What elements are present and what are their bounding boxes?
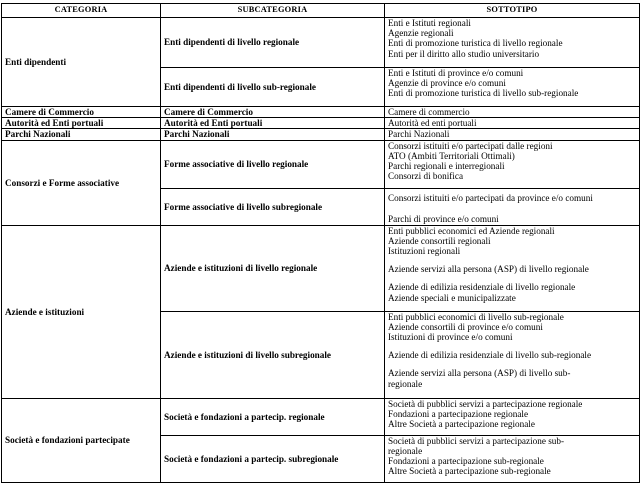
categoria-cell: Camere di Commercio (2, 107, 161, 118)
header-categoria: CATEGORIA (2, 4, 161, 18)
sottotipo-item: Consorzi istituiti e/o partecipati dalle regioni (388, 140, 553, 151)
sottotipo-item: ATO (Ambiti Territoriali Ottimali) (388, 150, 515, 161)
sottotipo-item: Società di pubblici servizi a partecipazione regionale (388, 398, 583, 409)
sottotipo-item: regionale (388, 445, 423, 456)
subcategoria-cell: Aziende e istituzioni di livello subregionale (161, 311, 385, 398)
sottotipo-cell (385, 435, 640, 482)
sottotipo-item: Aziende di edilizia residenziale di livello sub-regionale (388, 350, 592, 361)
sottotipo-cell (385, 140, 640, 188)
table-row (2, 398, 640, 435)
sottotipo-item: Istituzioni regionali (388, 246, 461, 257)
categoria-cell: Società e fondazioni partecipate (2, 398, 161, 482)
sottotipo-cell (385, 311, 640, 398)
sottotipo-item: Aziende consortili di province e/o comuni (388, 321, 543, 332)
subcategoria-cell: Enti dipendenti di livello regionale (161, 18, 385, 68)
table-row (2, 140, 640, 188)
sottotipo-item: Altre Società a partecipazione regionale (388, 419, 535, 430)
sottotipo-item: Fondazioni a partecipazione sub-regionale (388, 456, 544, 467)
sottotipo-item: Enti di promozione turistica di livello sub-regionale (388, 88, 579, 99)
sottotipo-item: Altre Società a partecipazione sub-regionale (388, 466, 551, 477)
table-row (2, 129, 640, 140)
sottotipo-cell: Parchi Nazionali (385, 129, 640, 140)
sottotipo-cell (385, 188, 640, 225)
table-row (2, 225, 640, 311)
header-row (2, 4, 640, 18)
table-row (2, 118, 640, 129)
sottotipo-item: Aziende servizi alla persona (ASP) di livello regionale (388, 264, 589, 275)
sottotipo-item: Società di pubblici servizi a partecipazione sub- (388, 435, 565, 446)
subcategoria-cell: Forme associative di livello subregionale (161, 188, 385, 225)
subcategoria-cell: Società e fondazioni a partecip. subregionale (161, 435, 385, 482)
sottotipo-cell: Camere di commercio (385, 107, 640, 118)
sottotipo-item: Parchi regionali e interregionali (388, 161, 505, 172)
header-sottotipo: SOTTOTIPO (385, 4, 640, 18)
sottotipo-cell (385, 68, 640, 107)
sottotipo-item: Agenzie di province e/o comuni (388, 78, 506, 89)
categoria-cell: Consorzi e Forme associative (2, 140, 161, 225)
sottotipo-item: Aziende servizi alla persona (ASP) di livello sub- (388, 368, 571, 379)
sottotipo-item: Enti e Istituti regionali (388, 18, 471, 28)
categoria-cell: Parchi Nazionali (2, 129, 161, 140)
table-row (2, 18, 640, 68)
subcategoria-cell: Autorità ed Enti portuali (161, 118, 385, 129)
sottotipo-item: Enti pubblici economici di livello sub-regionale (388, 311, 564, 322)
subcategoria-cell: Parchi Nazionali (161, 129, 385, 140)
sottotipo-item: Aziende consortili regionali (388, 235, 491, 246)
sottotipo-item: Enti pubblici economici ed Aziende regionali (388, 225, 555, 236)
sottotipo-cell: Autorità ed enti portuali (385, 118, 640, 129)
subcategoria-cell: Società e fondazioni a partecip. regionale (161, 398, 385, 435)
sottotipo-item: Enti per il diritto allo studio universitario (388, 48, 540, 59)
sottotipo-cell (385, 398, 640, 435)
sottotipo-item: Aziende di edilizia residenziale di livello regionale (388, 282, 576, 293)
sottotipo-item: Istituzioni di province e/o comuni (388, 332, 513, 343)
sottotipo-item: Consorzi istituiti e/o partecipati da province e/o comuni (388, 192, 593, 203)
sottotipo-item: Agenzie regionali (388, 28, 454, 39)
categoria-cell: Autorità ed Enti portuali (2, 118, 161, 129)
categoria-cell: Aziende e istituzioni (2, 225, 161, 398)
subcategoria-cell: Forme associative di livello regionale (161, 140, 385, 188)
categoria-cell: Enti dipendenti (2, 18, 161, 107)
subcategoria-cell: Aziende e istituzioni di livello regionale (161, 225, 385, 311)
sottotipo-cell (385, 225, 640, 311)
sottotipo-item: Enti di promozione turistica di livello regionale (388, 38, 563, 49)
sottotipo-item: Enti e Istituti di province e/o comuni (388, 68, 524, 78)
sottotipo-cell (385, 18, 640, 68)
sottotipo-item: Aziende speciali e municipalizzate (388, 292, 516, 303)
header-subcategoria: SUBCATEGORIA (161, 4, 385, 18)
subcategoria-cell: Camere di Commercio (161, 107, 385, 118)
sottotipo-item: Consorzi di bonifica (388, 171, 464, 182)
table-row (2, 107, 640, 118)
sottotipo-item: regionale (388, 378, 423, 389)
classification-table (1, 3, 640, 483)
sottotipo-item: Parchi di province e/o comuni (388, 213, 499, 224)
subcategoria-cell: Enti dipendenti di livello sub-regionale (161, 68, 385, 107)
sottotipo-item: Fondazioni a partecipazione regionale (388, 408, 529, 419)
